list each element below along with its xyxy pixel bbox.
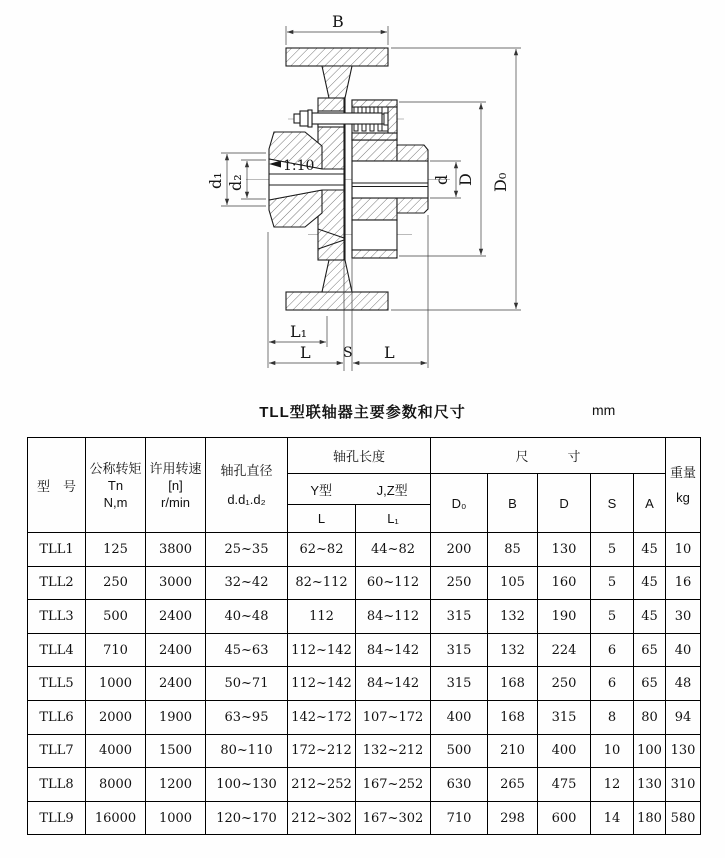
- table-body: [28, 533, 701, 835]
- spec-table: [27, 437, 701, 835]
- header-line: [n]: [168, 477, 183, 493]
- pin-bolt-shaft: [312, 113, 382, 124]
- table-cell: 400: [538, 734, 591, 768]
- table-cell: 315: [431, 633, 488, 667]
- header-line: 轴孔直径: [220, 463, 273, 478]
- table-cell: 62~82: [288, 533, 356, 567]
- unit-label: mm: [592, 402, 616, 418]
- page-title: TLL型联轴器主要参数和尺寸: [259, 404, 466, 421]
- table-cell: TLL4: [28, 633, 86, 667]
- dim-label-s: S: [343, 345, 353, 361]
- table-row: [28, 633, 701, 667]
- table-cell: 5: [591, 600, 634, 634]
- col-header-l: L: [288, 505, 356, 533]
- table-cell: 500: [86, 600, 146, 634]
- table-row: [28, 600, 701, 634]
- table-cell: 250: [538, 667, 591, 701]
- table-cell: 112~142: [288, 667, 356, 701]
- header-line: kg: [676, 490, 690, 505]
- table-row: [28, 801, 701, 835]
- table-cell: 44~82: [356, 533, 431, 567]
- title-row: [0, 401, 725, 427]
- col-header-d0: D₀: [431, 474, 488, 533]
- table-cell: TLL7: [28, 734, 86, 768]
- table-cell: 120~170: [206, 801, 288, 835]
- table-cell: 6: [591, 633, 634, 667]
- table-cell: 168: [488, 667, 538, 701]
- table-cell: 710: [86, 633, 146, 667]
- table-cell: 172~212: [288, 734, 356, 768]
- dim-label-l-right: L: [384, 343, 395, 362]
- table-cell: 112: [288, 600, 356, 634]
- table-cell: 45: [634, 566, 666, 600]
- table-cell: 1900: [146, 700, 206, 734]
- header-line: d.d₁.d₂: [227, 492, 266, 507]
- table-cell: 2400: [146, 633, 206, 667]
- table-cell: TLL3: [28, 600, 86, 634]
- table-cell: 1000: [146, 801, 206, 835]
- table-cell: 210: [488, 734, 538, 768]
- col-header-hole-length: 轴孔长度: [288, 438, 431, 474]
- col-header-y-type: Y型: [310, 482, 332, 498]
- right-hub: [352, 140, 428, 258]
- table-cell: 2000: [86, 700, 146, 734]
- header-line: 重量: [670, 465, 697, 480]
- table-cell: 5: [591, 566, 634, 600]
- table-cell: 4000: [86, 734, 146, 768]
- table-cell: 132: [488, 600, 538, 634]
- table-cell: TLL9: [28, 801, 86, 835]
- table-row: [28, 667, 701, 701]
- header-line: 公称转矩: [89, 460, 142, 476]
- header-line: Tn: [107, 477, 124, 493]
- table-cell: 250: [431, 566, 488, 600]
- washer: [308, 110, 312, 127]
- table-cell: 2400: [146, 600, 206, 634]
- col-header-speed: [146, 438, 206, 533]
- table-cell: 32~42: [206, 566, 288, 600]
- col-header-a: A: [634, 474, 666, 533]
- table-cell: 6: [591, 667, 634, 701]
- table-cell: 84~142: [356, 667, 431, 701]
- table-cell: 125: [86, 533, 146, 567]
- table-row: [28, 700, 701, 734]
- table-cell: 84~142: [356, 633, 431, 667]
- dim-label-dbig: D: [456, 173, 475, 186]
- table-row: [28, 566, 701, 600]
- dim-label-d1: d₁: [206, 172, 225, 189]
- table-cell: 16: [666, 566, 701, 600]
- col-header-model: 型 号: [28, 438, 86, 533]
- table-cell: 14: [591, 801, 634, 835]
- table-cell: TLL2: [28, 566, 86, 600]
- table-cell: 105: [488, 566, 538, 600]
- table-cell: 8000: [86, 768, 146, 802]
- col-header-torque: [86, 438, 146, 533]
- table-cell: 190: [538, 600, 591, 634]
- table-cell: 10: [591, 734, 634, 768]
- table-cell: 30: [666, 600, 701, 634]
- dim-label-d2: d₂: [226, 174, 245, 191]
- col-header-b: B: [488, 474, 538, 533]
- header-line: N,m: [103, 494, 128, 510]
- table-cell: 65: [634, 667, 666, 701]
- table-cell: 94: [666, 700, 701, 734]
- dim-label-d0: D₀: [491, 172, 510, 192]
- table-cell: 2400: [146, 667, 206, 701]
- table-cell: 132~212: [356, 734, 431, 768]
- table-cell: 1200: [146, 768, 206, 802]
- table-cell: 1000: [86, 667, 146, 701]
- table-cell: 48: [666, 667, 701, 701]
- table-cell: 298: [488, 801, 538, 835]
- table-cell: 40: [666, 633, 701, 667]
- table-cell: 50~71: [206, 667, 288, 701]
- table-cell: 45: [634, 533, 666, 567]
- col-header-types: [288, 474, 431, 505]
- taper-label: 1:10: [283, 158, 315, 174]
- table-cell: TLL1: [28, 533, 86, 567]
- table-cell: 65: [634, 633, 666, 667]
- table-cell: 8: [591, 700, 634, 734]
- table-cell: 10: [666, 533, 701, 567]
- col-header-l1: L₁: [356, 505, 431, 533]
- table-cell: 84~112: [356, 600, 431, 634]
- table-cell: 130: [538, 533, 591, 567]
- header-line: 许用转速: [149, 460, 202, 476]
- table-cell: 212~302: [288, 801, 356, 835]
- table-cell: 25~35: [206, 533, 288, 567]
- table-cell: 130: [666, 734, 701, 768]
- coupling-section-drawing: [0, 0, 725, 400]
- table-cell: 212~252: [288, 768, 356, 802]
- table-cell: 60~112: [356, 566, 431, 600]
- dim-label-b: B: [332, 12, 344, 31]
- table-cell: 82~112: [288, 566, 356, 600]
- table-row: [28, 533, 701, 567]
- table-cell: TLL5: [28, 667, 86, 701]
- table-cell: 630: [431, 768, 488, 802]
- table-cell: 315: [538, 700, 591, 734]
- col-header-d: D: [538, 474, 591, 533]
- table-cell: 310: [666, 768, 701, 802]
- table-cell: 85: [488, 533, 538, 567]
- table-cell: 100~130: [206, 768, 288, 802]
- table-cell: 12: [591, 768, 634, 802]
- table-cell: 180: [634, 801, 666, 835]
- table-cell: 475: [538, 768, 591, 802]
- dim-label-l-left: L: [300, 343, 311, 362]
- table-row: [28, 734, 701, 768]
- table-cell: 40~48: [206, 600, 288, 634]
- table-cell: 315: [431, 667, 488, 701]
- table-cell: 3000: [146, 566, 206, 600]
- table-cell: TLL8: [28, 768, 86, 802]
- table-cell: 200: [431, 533, 488, 567]
- table-cell: 100: [634, 734, 666, 768]
- table-cell: 45: [634, 600, 666, 634]
- table-cell: 400: [431, 700, 488, 734]
- table-cell: 3800: [146, 533, 206, 567]
- table-cell: 1500: [146, 734, 206, 768]
- col-header-size: 尺 寸: [431, 438, 666, 474]
- table-cell: 5: [591, 533, 634, 567]
- table-cell: 315: [431, 600, 488, 634]
- table-cell: TLL6: [28, 700, 86, 734]
- col-header-jz-type: J,Z型: [376, 482, 408, 498]
- table-row: [28, 768, 701, 802]
- table-cell: 142~172: [288, 700, 356, 734]
- table-cell: 130: [634, 768, 666, 802]
- bolt-head: [300, 111, 308, 126]
- table-cell: 132: [488, 633, 538, 667]
- dim-label-d: d: [432, 174, 451, 185]
- col-header-bore: [206, 438, 288, 533]
- table-cell: 107~172: [356, 700, 431, 734]
- table-cell: 45~63: [206, 633, 288, 667]
- table-cell: 16000: [86, 801, 146, 835]
- table-cell: 167~252: [356, 768, 431, 802]
- table-cell: 500: [431, 734, 488, 768]
- table-cell: 224: [538, 633, 591, 667]
- table-cell: 265: [488, 768, 538, 802]
- table-cell: 80~110: [206, 734, 288, 768]
- table-cell: 600: [538, 801, 591, 835]
- table-cell: 167~302: [356, 801, 431, 835]
- table-cell: 63~95: [206, 700, 288, 734]
- table-cell: 112~142: [288, 633, 356, 667]
- col-header-s: S: [591, 474, 634, 533]
- table-cell: 580: [666, 801, 701, 835]
- table-cell: 168: [488, 700, 538, 734]
- table-cell: 250: [86, 566, 146, 600]
- header-line: r/min: [161, 494, 190, 510]
- table-cell: 80: [634, 700, 666, 734]
- table-cell: 710: [431, 801, 488, 835]
- dim-label-l1: L₁: [290, 322, 308, 341]
- table-cell: 160: [538, 566, 591, 600]
- col-header-weight: [666, 438, 701, 533]
